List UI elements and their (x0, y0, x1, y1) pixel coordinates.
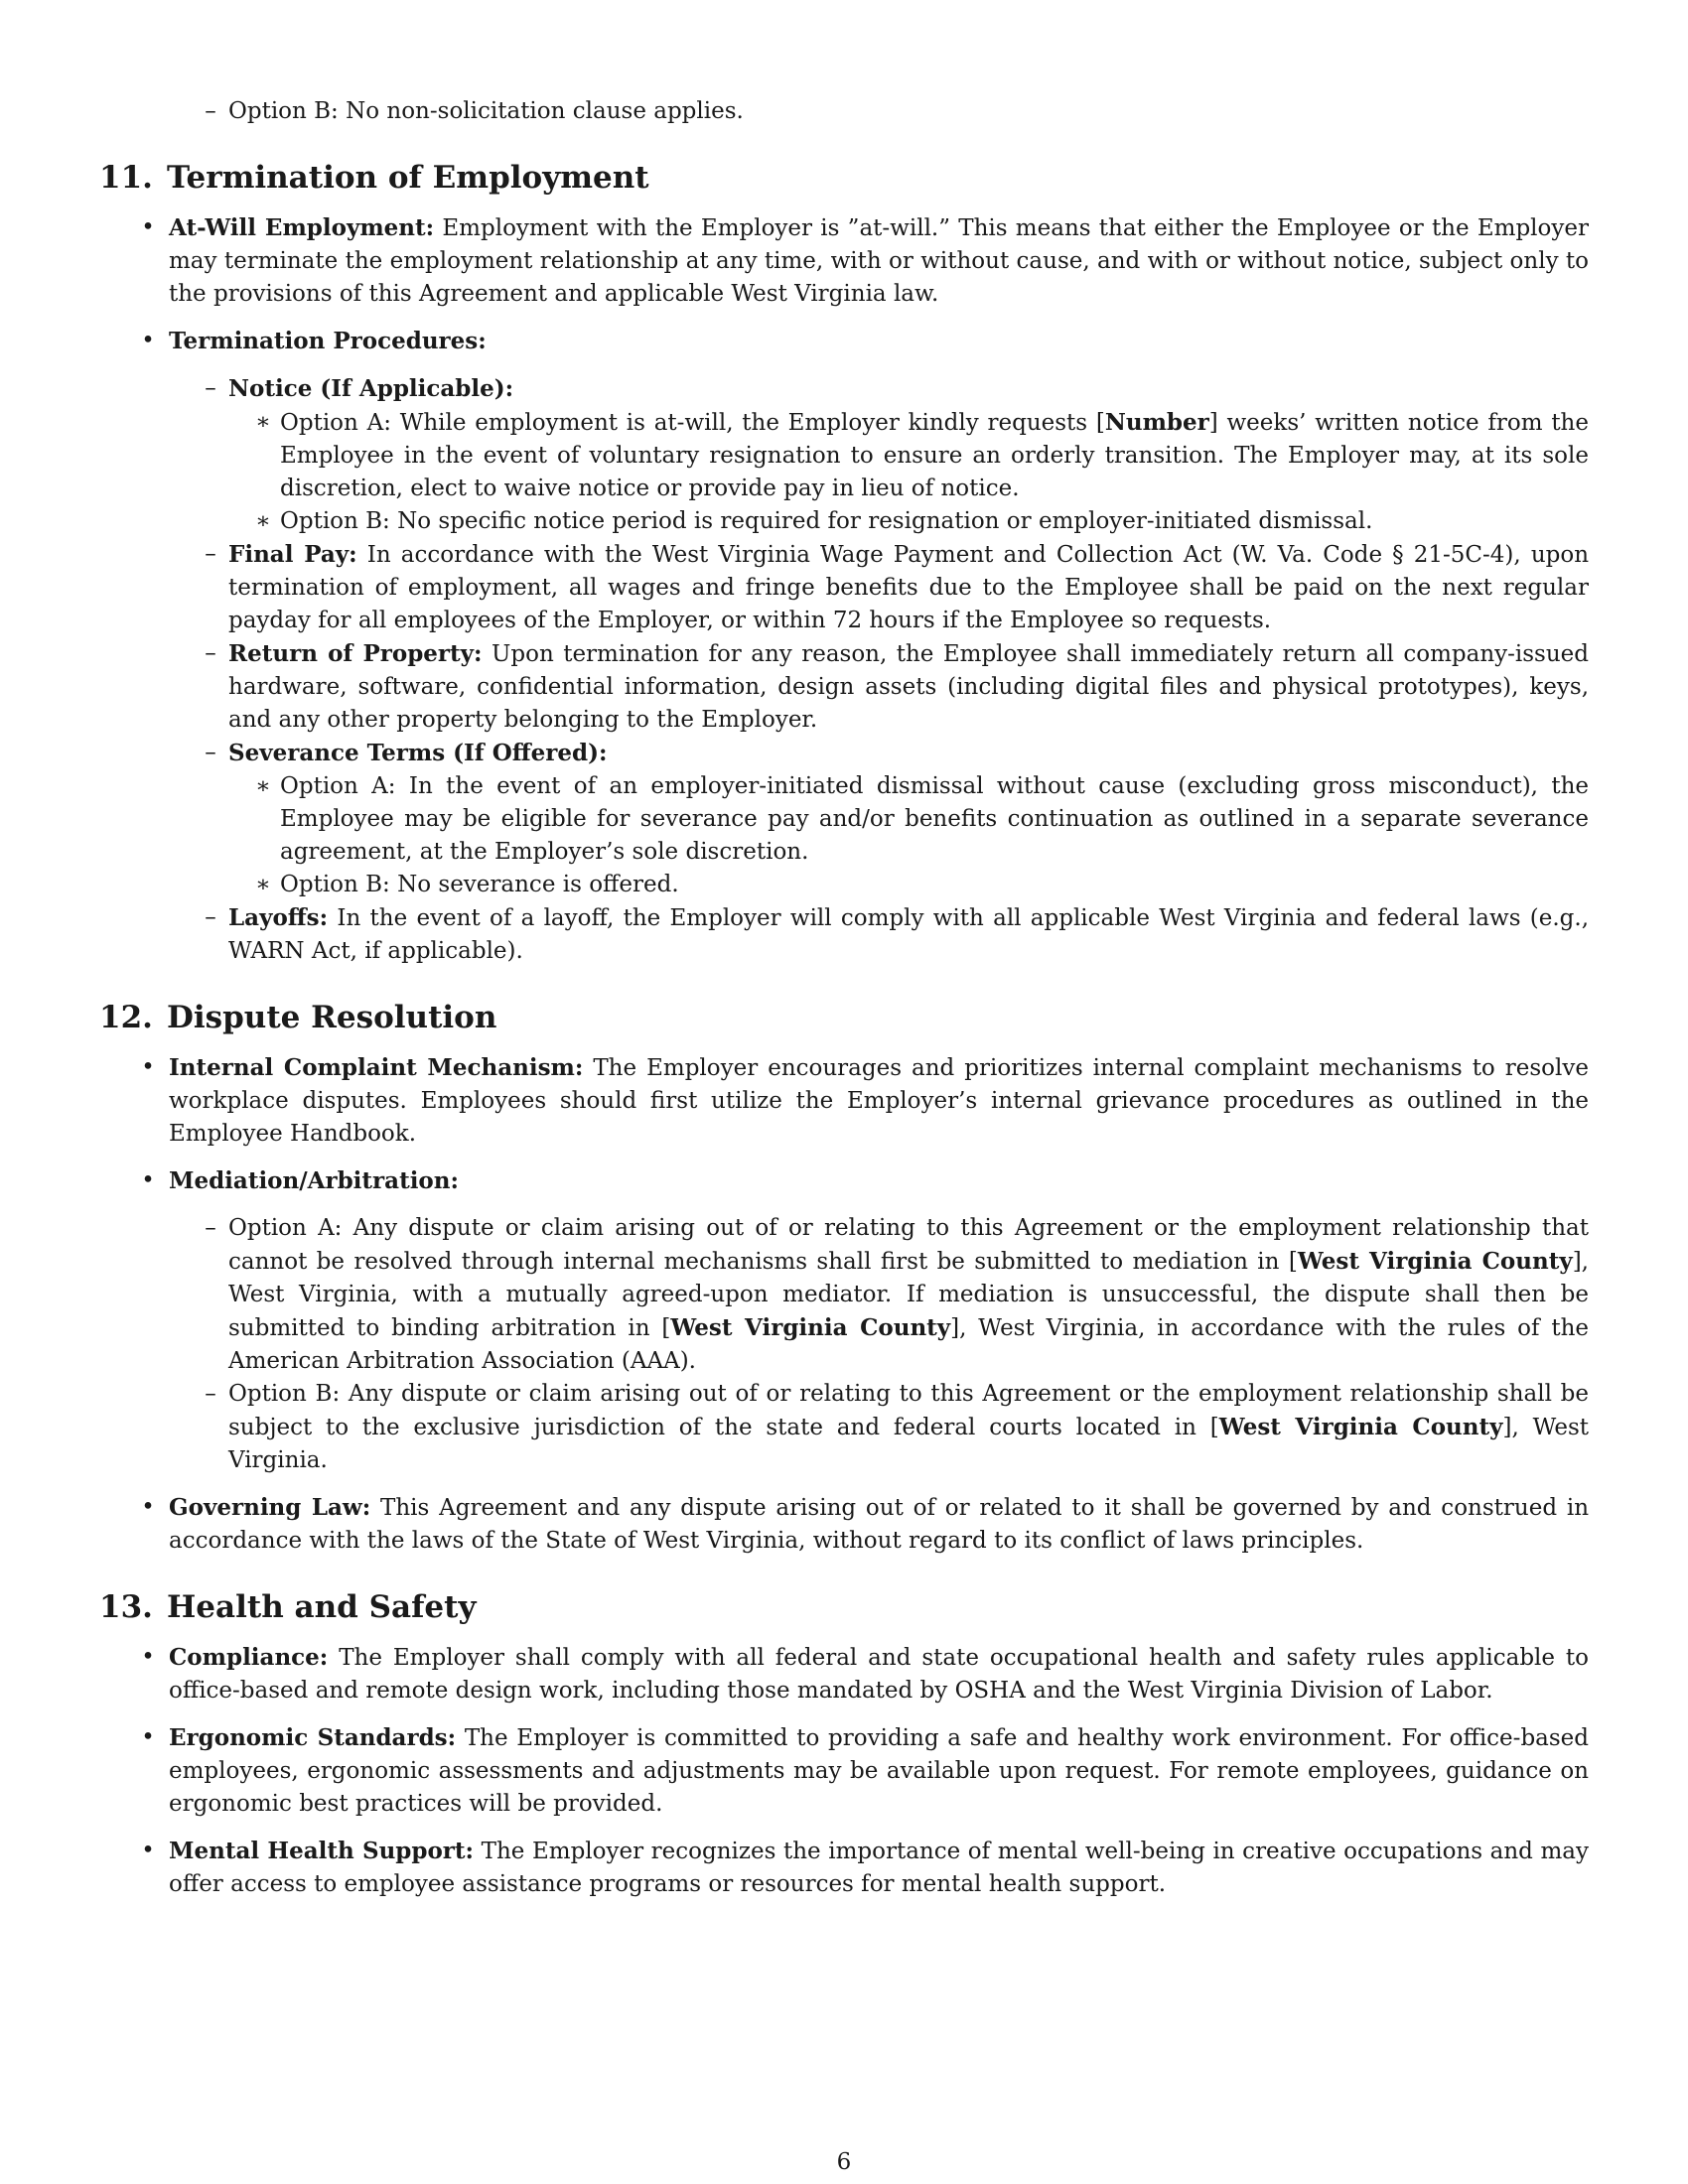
layoffs-item (205, 901, 1590, 968)
section-title: Health and Safety (167, 1589, 477, 1625)
item-label: Return of Property: (228, 640, 483, 667)
item-text: The Employer recognizes the importance of mental well-being in creative occupations and may offer access to employee assistance programs or resources for mental health support. (169, 1839, 1589, 1897)
item-label: Severance Terms (If Offered): (228, 740, 608, 766)
termination-procedures-list (99, 372, 1589, 968)
option-text: Option B: No non-solicitation clause applies. (228, 98, 744, 124)
bullet-marker: • (141, 1724, 155, 1750)
option-text: ] weeks’ written notice from the Employee in the event of voluntary resignation to ensure an orderly transition. The Employer may, at its sole discretion, elect to waive notice or provide pay in lieu of notice. (280, 410, 1589, 501)
dash-marker: – (205, 640, 216, 666)
bullet-marker: • (141, 1644, 155, 1670)
bullet-marker: • (141, 214, 155, 240)
dash-marker: – (205, 1215, 216, 1241)
bullet-marker: • (141, 1494, 155, 1520)
return-of-property-item (205, 637, 1590, 737)
mediation-option-b (205, 1378, 1589, 1477)
section-number: 12. (99, 1000, 153, 1035)
county-placeholder: West Virginia County (670, 1314, 951, 1341)
star-marker: ∗ (255, 773, 271, 799)
item-text: The Employer encourages and prioritizes internal complaint mechanisms to resolve workplace disputes. Employees should first utilize the Employer’s internal grievance procedures as outlined in the Employee Handbook. (169, 1055, 1589, 1147)
dash-marker: – (205, 375, 216, 401)
star-marker: ∗ (255, 409, 271, 435)
item-label: Mental Health Support: (169, 1838, 475, 1864)
item-label: Layoffs: (228, 904, 329, 931)
item-text: The Employer is committed to providing a safe and healthy work environment. For office-based employees, ergonomic assessments and adjustments may be available upon request. For remote employees, guidance on ergonomic best practices will be provided. (169, 1725, 1590, 1817)
item-label: Compliance: (169, 1644, 329, 1671)
dash-marker: – (205, 904, 216, 930)
option-text: Option A: In the event of an employer-initiated dismissal without cause (excluding gross misconduct), the Employee may be eligible for severance pay and/or benefits continuation as outlined in a separate severance agreement, at the Employer’s sole discretion. (280, 773, 1589, 865)
item-label: Governing Law: (169, 1494, 371, 1521)
mental-health-support-item (141, 1835, 1589, 1901)
ergonomic-standards-item (141, 1721, 1590, 1821)
section-12-heading (99, 998, 1589, 1037)
item-text: In accordance with the West Virginia Wage Payment and Collection Act (W. Va. Code § 21-5C-4), upon termination of employment, all wages and fringe benefits due to the Employee shall be paid on the next regular payday for all employees of the Employer, or within 72 hours if the Employee so requests. (228, 542, 1590, 633)
item-text: The Employer shall comply with all federal and state occupational health and safety rules applicable to office-based and remote design work, including those mandated by OSHA and the West Virginia Division of Labor. (169, 1645, 1590, 1704)
option-text: ], West Virginia. (228, 1415, 1589, 1473)
item-label: At-Will Employment: (169, 214, 435, 241)
mediation-option-a (205, 1212, 1589, 1378)
severance-option-a (255, 770, 1589, 869)
county-placeholder: West Virginia County (1218, 1414, 1503, 1440)
governing-law-item (141, 1491, 1590, 1558)
section-number: 11. (99, 160, 153, 196)
star-marker: ∗ (255, 872, 271, 897)
at-will-employment-item (141, 211, 1589, 311)
number-placeholder: Number (1104, 409, 1209, 436)
severance-option-b (255, 869, 1589, 901)
page-number: 6 (836, 2149, 852, 2175)
county-placeholder: West Virginia County (1297, 1248, 1573, 1275)
option-text: Option A: While employment is at-will, the Employer kindly requests [ (280, 410, 1105, 436)
internal-complaint-item (141, 1051, 1589, 1151)
section-title: Dispute Resolution (167, 1000, 497, 1035)
item-text: Employment with the Employer is ”at-will.” This means that either the Employee or the Employer may terminate the employment relationship at any time, with or without cause, and with or without notice, subject only to the provisions of this Agreement and applicable West Virginia law. (169, 215, 1589, 307)
option-text: Option B: No specific notice period is required for resignation or employer-initiated dismissal. (280, 508, 1373, 534)
notice-option-a (255, 406, 1589, 505)
section-number: 13. (99, 1589, 153, 1625)
dash-marker: – (205, 1381, 216, 1407)
item-label: Internal Complaint Mechanism: (169, 1054, 584, 1081)
item-label: Ergonomic Standards: (169, 1724, 457, 1751)
section-title: Termination of Employment (167, 160, 649, 196)
severance-terms-item (205, 737, 1589, 770)
option-text: Option A: Any dispute or claim arising out of or relating to this Agreement or the employment relationship that cannot be resolved through internal mechanisms shall first be submitted to mediation in [ (228, 1215, 1589, 1275)
item-text: Upon termination for any reason, the Employee shall immediately return all company-issued hardware, software, confidential information, design assets (including digital files and physical prototypes), keys, and any other property belonging to the Employer. (228, 641, 1590, 733)
mediation-options-list (99, 1212, 1589, 1477)
final-pay-item (205, 538, 1590, 637)
option-text: Option B: Any dispute or claim arising out of or relating to this Agreement or the employment relationship shall be subject to the exclusive jurisdiction of the state and federal courts located in [ (228, 1381, 1589, 1440)
document-body (99, 95, 1589, 1901)
notice-option-b (255, 505, 1589, 538)
dash-marker: – (205, 98, 216, 124)
item-label: Termination Procedures: (169, 328, 487, 354)
option-text: ], West Virginia, in accordance with the rules of the American Arbitration Association (AAA). (228, 1315, 1589, 1374)
bullet-marker: • (141, 328, 155, 353)
star-marker: ∗ (255, 508, 271, 534)
option-text: ], West Virginia, with a mutually agreed-upon mediator. If mediation is unsuccessful, the dispute shall then be submitted to binding arbitration in [ (228, 1249, 1589, 1341)
compliance-item (141, 1641, 1590, 1707)
non-solicitation-option-b (205, 95, 1589, 128)
section-11-heading (99, 158, 1589, 198)
section-13-heading (99, 1587, 1589, 1627)
dash-marker: – (205, 740, 216, 765)
item-text: This Agreement and any dispute arising out of or related to it shall be governed by and construed in accordance with the laws of the State of West Virginia, without regard to its conflict of laws principles. (169, 1495, 1590, 1554)
mediation-arbitration-item (141, 1164, 1589, 1198)
item-text: In the event of a layoff, the Employer will comply with all applicable West Virginia and federal laws (e.g., WARN Act, if applicable). (228, 905, 1590, 964)
bullet-marker: • (141, 1054, 155, 1080)
option-text: Option B: No severance is offered. (280, 872, 679, 897)
item-label: Mediation/Arbitration: (169, 1167, 459, 1194)
dash-marker: – (205, 541, 216, 567)
bullet-marker: • (141, 1838, 155, 1863)
termination-procedures-item (141, 325, 1589, 358)
item-label: Notice (If Applicable): (228, 375, 514, 402)
item-label: Final Pay: (228, 541, 357, 568)
notice-item (205, 372, 1589, 406)
bullet-marker: • (141, 1167, 155, 1193)
